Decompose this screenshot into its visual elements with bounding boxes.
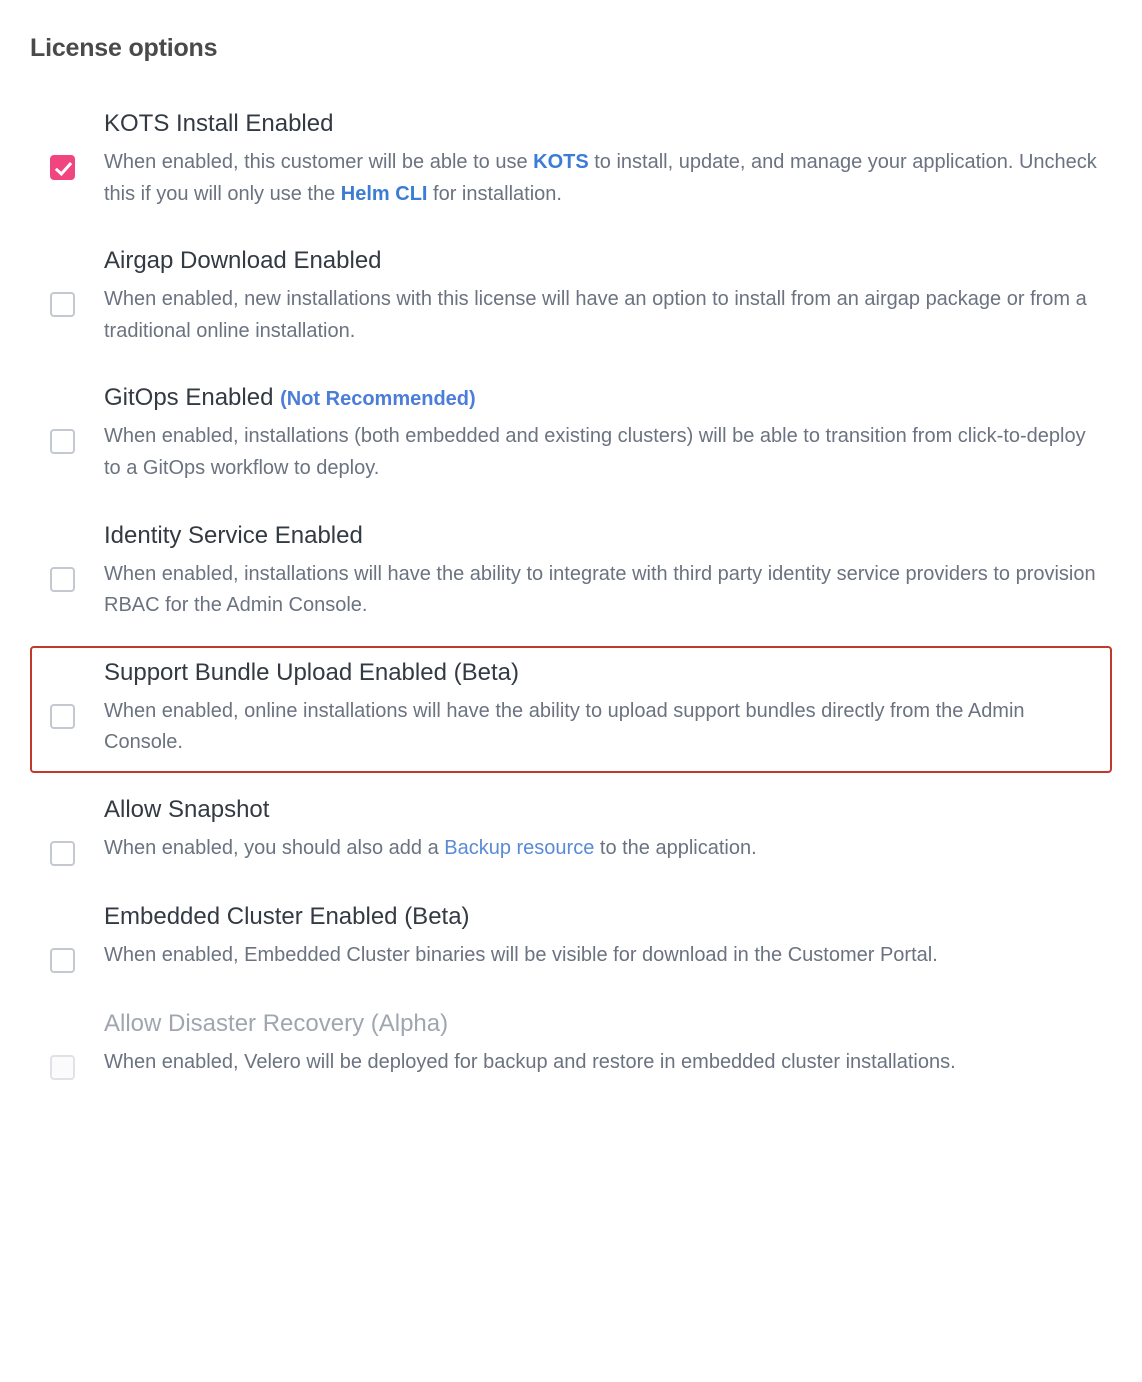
- option-description: [104, 1047, 1098, 1079]
- checkbox-cell: [50, 795, 104, 866]
- option-title: [104, 383, 1098, 413]
- description-text: When enabled, installations will have the ability to integrate with third party identity service providers to provision RBAC for the Admin Console.: [104, 562, 1096, 617]
- option-title-text: Embedded Cluster Enabled (Beta): [104, 902, 470, 930]
- checkbox-gitops-enabled[interactable]: [50, 429, 75, 454]
- option-title: [104, 109, 1098, 139]
- checkbox-embedded-cluster-enabled[interactable]: [50, 948, 75, 973]
- option-title-note: (Not Recommended): [280, 388, 476, 411]
- option-body: [104, 246, 1098, 347]
- page-title: License options: [30, 34, 218, 62]
- description-text: When enabled, online installations will have the ability to upload support bundles directly from the Admin Console.: [104, 699, 1025, 754]
- checkbox-cell: [50, 109, 104, 180]
- option-title: [104, 658, 1098, 688]
- checkbox-cell: [50, 521, 104, 592]
- checkbox-identity-service-enabled[interactable]: [50, 567, 75, 592]
- license-option-allow-snapshot[interactable]: [30, 783, 1112, 880]
- checkbox-cell: [50, 658, 104, 729]
- option-description: [104, 940, 1098, 972]
- option-title: [104, 246, 1098, 276]
- description-text: When enabled, new installations with this license will have an option to install from an airgap package or from a traditional online installation.: [104, 288, 1087, 342]
- option-title: [104, 795, 1098, 825]
- option-title-text: GitOps Enabled: [104, 384, 274, 412]
- checkbox-cell: [50, 1009, 104, 1080]
- option-body: [104, 109, 1098, 210]
- license-option-allow-disaster-recovery[interactable]: [30, 997, 1112, 1094]
- description-text: When enabled, Embedded Cluster binaries will be visible for download in the Customer Portal.: [104, 943, 938, 966]
- license-option-embedded-cluster-enabled[interactable]: [30, 890, 1112, 987]
- option-description: [104, 696, 1098, 759]
- license-option-kots-install-enabled[interactable]: [30, 97, 1112, 224]
- description-text: When enabled, Velero will be deployed for backup and restore in embedded cluster installations.: [104, 1050, 956, 1073]
- checkbox-airgap-download-enabled[interactable]: [50, 292, 75, 317]
- description-text: to install, update, and manage your application. Uncheck this if you will only use the: [104, 151, 1097, 205]
- description-text: When enabled, you should also add a: [104, 836, 445, 859]
- checkbox-allow-snapshot[interactable]: [50, 841, 75, 866]
- option-body: [104, 795, 1098, 865]
- option-title-text: Airgap Download Enabled: [104, 247, 382, 275]
- description-link[interactable]: Backup resource: [444, 836, 595, 859]
- option-body: [104, 1009, 1098, 1079]
- license-options-list: [30, 97, 1112, 1094]
- option-body: [104, 521, 1098, 622]
- description-text: When enabled, this customer will be able to use: [104, 151, 534, 173]
- checkbox-kots-install-enabled[interactable]: [50, 155, 75, 180]
- option-description: [104, 421, 1098, 484]
- option-body: [104, 658, 1098, 759]
- license-option-airgap-download-enabled[interactable]: [30, 234, 1112, 361]
- license-option-identity-service-enabled[interactable]: [30, 509, 1112, 636]
- option-title-text: Allow Snapshot: [104, 795, 270, 823]
- checkbox-cell: [50, 902, 104, 973]
- checkbox-cell: [50, 383, 104, 454]
- option-title-text: Identity Service Enabled: [104, 521, 363, 549]
- option-title: [104, 902, 1098, 932]
- option-body: [104, 383, 1098, 484]
- option-title: [104, 521, 1098, 551]
- option-description: [104, 559, 1098, 622]
- option-description: [104, 833, 1098, 865]
- option-body: [104, 902, 1098, 972]
- option-title-text: Support Bundle Upload Enabled (Beta): [104, 658, 519, 686]
- checkbox-allow-disaster-recovery: [50, 1055, 75, 1080]
- description-link[interactable]: KOTS: [533, 151, 589, 173]
- description-text: to the application.: [594, 836, 757, 859]
- option-title: [104, 1009, 1098, 1039]
- checkbox-support-bundle-upload-enabled[interactable]: [50, 704, 75, 729]
- option-description: [104, 284, 1098, 347]
- license-option-support-bundle-upload-enabled[interactable]: [30, 646, 1112, 773]
- description-text: When enabled, installations (both embedded and existing clusters) will be able to transition from click-to-deploy to a GitOps workflow to deploy.: [104, 425, 1086, 479]
- checkbox-cell: [50, 246, 104, 317]
- description-text: for installation.: [427, 182, 562, 205]
- option-title-text: Allow Disaster Recovery (Alpha): [104, 1009, 449, 1037]
- option-title-text: KOTS Install Enabled: [104, 110, 334, 137]
- description-link[interactable]: Helm CLI: [340, 182, 428, 205]
- option-description: [104, 147, 1098, 210]
- license-option-gitops-enabled[interactable]: [30, 371, 1112, 498]
